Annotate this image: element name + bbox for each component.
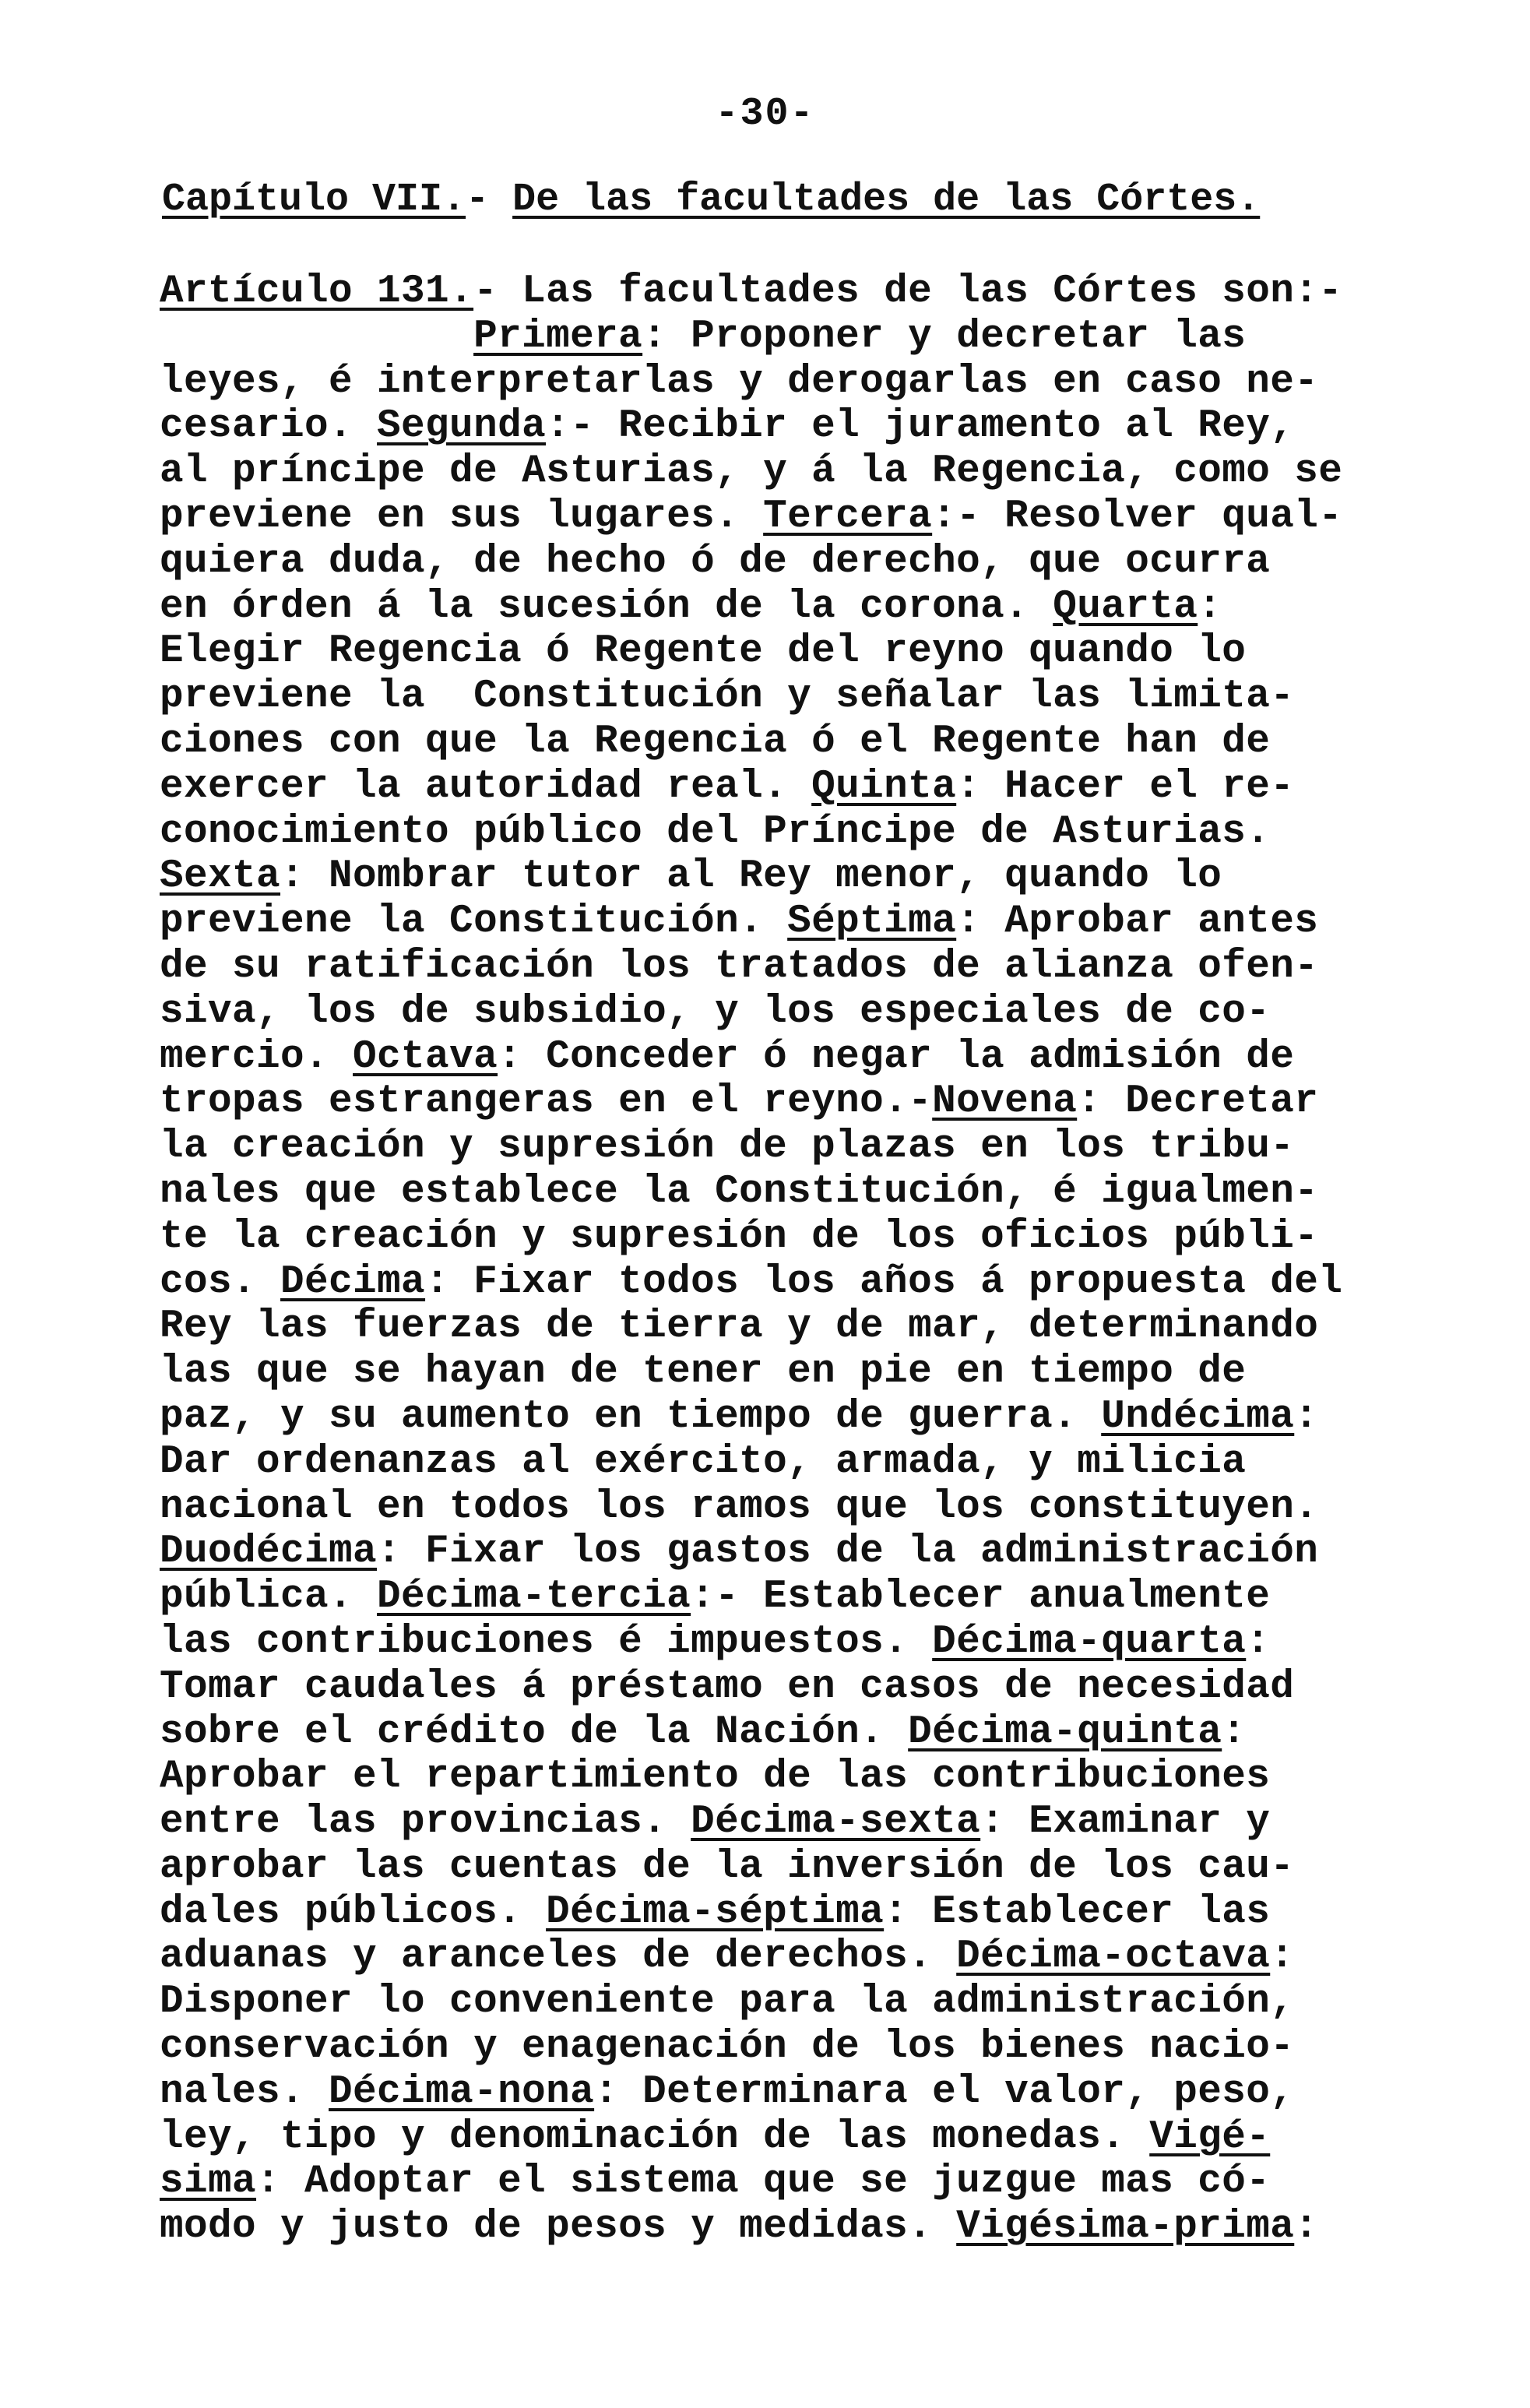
text-line [160,945,1390,990]
text-line [160,1934,1390,1980]
text-segment: cesario. [160,404,378,449]
text-line [160,629,1390,674]
text-line [160,1845,1390,1890]
text-segment: mercio. [160,1034,353,1079]
text-segment: paz, y su aumento en tiempo de guerra. [160,1394,1102,1439]
text-line [160,854,1390,899]
text-line [160,1800,1390,1845]
text-segment: Disponer lo conveniente para la administración, [160,1980,1295,2025]
underlined-term: Primera [473,314,643,359]
text-line [160,495,1390,540]
text-line [160,315,1390,360]
text-segment: nacional en todos los ramos que los constituyen. [160,1484,1319,1530]
text-segment: entre las provincias. [160,1800,691,1845]
text-segment: : Determinara el valor, peso, [594,2069,1295,2114]
text-segment: te la creación y supresión de los oficios públi- [160,1214,1319,1259]
text-line [160,1575,1390,1620]
text-line [160,810,1390,855]
text-segment: ciones con que la Regencia ó el Regente han de [160,719,1271,764]
text-segment: : Establecer las [884,1889,1271,1934]
text-segment: : [1246,1619,1271,1664]
text-segment: Tomar caudales á préstamo en casos de necesidad [160,1664,1295,1709]
underlined-term: Décima-séptima [546,1889,885,1934]
underlined-term: Segunda [377,404,547,449]
text-line [160,1710,1390,1755]
text-segment: nales. [160,2069,329,2114]
underlined-term: Décima [280,1259,426,1304]
text-line [160,990,1390,1035]
text-segment: : Fixar los gastos de la administración [377,1530,1319,1575]
text-segment: leyes, é interpretarlas y derogarlas en caso ne- [160,359,1319,404]
text-line [160,2115,1390,2160]
text-segment: Dar ordenanzas al exército, armada, y milicia [160,1439,1247,1484]
text-segment: modo y justo de pesos y medidas. [160,2205,957,2250]
text-line [160,1260,1390,1305]
chapter-label: Capítulo VII. [162,178,466,222]
underlined-term: Décima-tercia [377,1575,691,1620]
underlined-term: Décima-sexta [691,1800,981,1845]
underlined-term: Sexta [160,854,281,899]
text-line [160,1440,1390,1485]
text-segment: : Proponer y decretar las [642,314,1247,359]
text-segment: Rey las fuerzas de tierra y de mar, determinando [160,1304,1319,1350]
text-segment: previene la Constitución. [160,899,788,945]
text-line [160,449,1390,495]
underlined-term: Artículo 131. [160,269,474,314]
text-segment: : Decretar [1077,1079,1319,1125]
article-text [160,269,1390,2250]
text-segment: en órden á la sucesión de la corona. [160,584,1053,629]
underlined-term: Décima-nona [329,2069,595,2114]
text-line [160,2205,1390,2250]
text-segment: Elegir Regencia ó Regente del reyno quando lo [160,629,1247,674]
text-segment: : Hacer el re- [956,764,1295,809]
text-segment: cos. [160,1259,281,1304]
text-segment: aduanas y aranceles de derechos. [160,1934,957,1980]
underlined-term: Décima-quarta [932,1619,1247,1664]
text-segment: :- Resolver qual- [932,494,1343,539]
text-segment [160,315,473,359]
text-segment: quiera duda, de hecho ó de derecho, que ocurra [160,539,1271,584]
chapter-title: De las facultades de las Córtes. [512,178,1261,222]
text-line [160,899,1390,945]
text-line [160,269,1390,315]
text-segment: al príncipe de Asturias, y á la Regencia, como se [160,449,1343,495]
text-segment: : [1198,584,1222,629]
text-line [160,2160,1390,2205]
text-segment: - Las facultades de las Córtes son:- [473,269,1343,314]
text-segment: ley, tipo y denominación de las monedas. [160,2114,1150,2160]
text-segment: de su ratificación los tratados de alianza ofen- [160,944,1319,989]
text-segment: : [1294,2205,1319,2250]
text-line [160,2070,1390,2115]
text-segment: las contribuciones é impuestos. [160,1619,933,1664]
page-number: -30- [715,92,815,136]
text-line [160,1035,1390,1080]
text-segment: sobre el crédito de la Nación. [160,1709,909,1755]
underlined-term: Tercera [763,494,933,539]
text-segment: aprobar las cuentas de la inversión de los cau- [160,1844,1295,1889]
text-segment: : Nombrar tutor al Rey menor, quando lo [280,854,1222,899]
text-segment: : [1222,1709,1247,1755]
underlined-term: Vigésima-prima [956,2205,1295,2250]
text-line [160,1485,1390,1530]
text-segment: : Conceder ó negar la admisión de [498,1034,1295,1079]
underlined-term: Octava [353,1034,498,1079]
text-line [160,540,1390,585]
text-line [160,1350,1390,1395]
text-segment: : Fixar todos los años á propuesta del [425,1259,1343,1304]
text-line [160,585,1390,630]
text-line [160,1890,1390,1935]
underlined-term: Décima-quinta [908,1709,1222,1755]
text-segment: conservación y enagenación de los bienes nacio- [160,2025,1295,2070]
text-segment: Aprobar el repartimiento de las contribuciones [160,1755,1271,1800]
text-line [160,1755,1390,1800]
text-segment: las que se hayan de tener en pie en tiempo de [160,1350,1247,1395]
text-segment: la creación y supresión de plazas en los tribu- [160,1125,1295,1170]
text-segment: previene en sus lugares. [160,494,764,539]
text-segment: : Aprobar antes [956,899,1319,945]
text-segment: :- Recibir el juramento al Rey, [546,404,1295,449]
underlined-term: Undécima [1101,1394,1295,1439]
text-line [160,1304,1390,1350]
text-segment: exercer la autoridad real. [160,764,812,809]
text-line [160,1170,1390,1215]
text-segment: previene la Constitución y señalar las limita- [160,674,1295,720]
text-line [160,1215,1390,1260]
underlined-term: Quinta [811,764,957,809]
text-line [160,1980,1390,2025]
text-line [160,765,1390,810]
text-line [160,404,1390,449]
text-line [160,1125,1390,1170]
text-segment: : [1270,1934,1295,1980]
text-line [160,2025,1390,2070]
text-line [160,1665,1390,1710]
underlined-term: Décima-octava [956,1934,1271,1980]
underlined-term: Séptima [787,899,957,945]
text-segment: conocimiento público del Príncipe de Asturias. [160,809,1271,854]
underlined-term: Duodécima [160,1530,378,1575]
text-line [160,1530,1390,1575]
text-segment: : Examinar y [980,1800,1271,1845]
underlined-term: sima [160,2160,257,2205]
text-line [160,720,1390,765]
text-line [160,674,1390,720]
text-segment: dales públicos. [160,1889,547,1934]
underlined-term: Quarta [1053,584,1198,629]
text-segment: nales que establece la Constitución, é igualmen- [160,1169,1319,1214]
text-line [160,1395,1390,1440]
underlined-term: Novena [932,1079,1078,1125]
text-line [160,1620,1390,1665]
text-segment: siva, los de subsidio, y los especiales de co- [160,989,1271,1034]
text-segment: pública. [160,1575,378,1620]
text-line [160,1079,1390,1125]
text-segment: :- Establecer anualmente [691,1575,1271,1620]
text-segment: : [1294,1394,1319,1439]
chapter-heading [162,178,1408,222]
underlined-term: Vigé- [1149,2114,1271,2160]
chapter-separator: - [466,178,513,222]
text-segment: : Adoptar el sistema que se juzgue mas có- [256,2160,1271,2205]
text-segment: tropas estrangeras en el reyno.- [160,1079,933,1125]
text-line [160,360,1390,405]
